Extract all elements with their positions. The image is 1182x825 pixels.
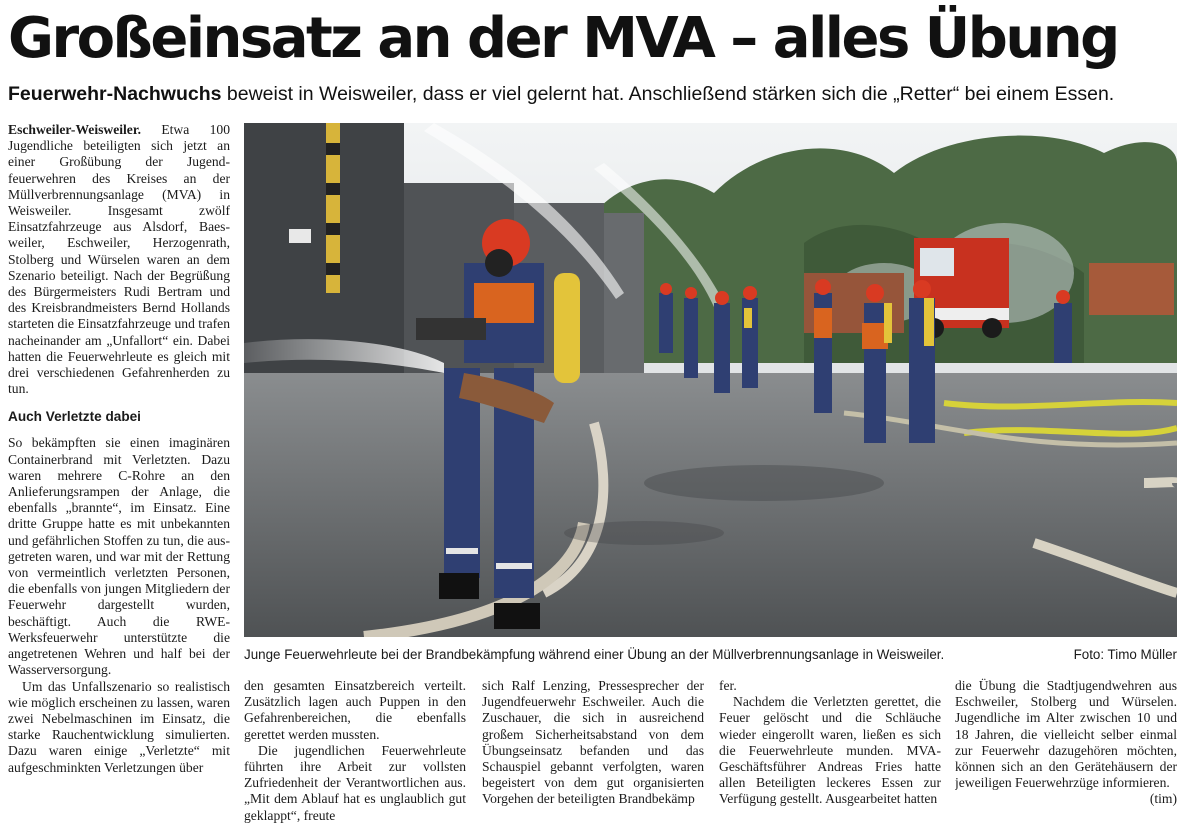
paragraph-7: fer.: [719, 678, 737, 693]
headline: Großeinsatz an der MVA – alles Übung: [8, 6, 1118, 71]
paragraph-2: So bekämpften sie einen imaginären Containerbrand mit Verletzten. Dazu waren mehrere C-Rohre an den Anlieferungsrampen der Anlage, die ebenfalls „brannte“, im Einsatz. Eine dritte Gruppe hatte es mit unbekannten und gefährlichen Stoffen zu tun, die ausgetreten waren, und war mit der Rettung von vermeintlich verletzten Personen, die ebenfalls von jungen Mitgliedern der Feuerwehr dargestellt wurden, beschäftigt. Auch die RWE-Werksfeuerwehr unterstützte die angetretenen Wehren und half bei der Wasserversorgung.: [8, 435, 230, 678]
paragraph-8: Nachdem die Verletzten gerettet, die Feuer gelöscht und die Schläuche wieder eingerollt waren, ließen es sich die Feuerwehrleute munden. MVA-Geschäftsführer Andreas Fries hatte allen Beteiligten leckeres Essen zur Verfügung gestellt. Ausgearbeitet hatten: [719, 694, 941, 807]
subheading: Auch Verletzte dabei: [8, 409, 141, 425]
paragraph-9: die Übung die Stadtjugendwehren aus Eschweiler, Stolberg und Würselen. Jugendliche im Alter zwischen 10 und 18 Jahren, die vielleicht selber einmal zur Feuerwehr dazugehören möchten, können sich an den Gerätehäusern der jeweiligen Feuerwehrzüge informieren.: [955, 678, 1177, 791]
firefighters-photo: [244, 123, 1177, 637]
dateline: Eschweiler-Weisweiler.: [8, 122, 142, 137]
text-column-2: [244, 678, 466, 823]
author-signature: (tim): [1149, 791, 1177, 807]
article-photo: [244, 123, 1177, 637]
text-column-3: [482, 678, 704, 823]
paragraph-6: sich Ralf Lenzing, Pressesprecher der Jugendfeuerwehr Eschweiler. Auch die Zuschauer, die sich in ausreichend großem Sicherheitsabstand von dem Übungseinsatz befanden und das Schauspiel gebannt verfolgten, waren begeistert von dem gut organisierten Vorgehen der beteiligten Brandbekämp: [482, 678, 704, 807]
subheadline: [8, 80, 1178, 108]
photo-caption: Junge Feuerwehrleute bei der Brandbekämpfung während einer Übung an der Müllverbrennungsanlage in Weisweiler.: [244, 647, 945, 662]
photo-credit: Foto: Timo Müller: [1073, 647, 1177, 662]
paragraph-3: Um das Unfallszenario so realistisch wie möglich erscheinen zu lassen, waren zwei Nebelmaschinen im Einsatz, die starke Rauchentwicklung simulierten. Dazu waren einige „Verletzte“ mit aufgeschminkten Verletzungen über: [8, 678, 230, 775]
photo-caption-row: [244, 645, 1177, 665]
text-column-5: [955, 678, 1177, 823]
text-column-1: [8, 122, 230, 822]
paragraph-4: den gesamten Einsatzbereich verteilt. Zusätzlich lagen auch Puppen in den Gefahrenbereichen, die ebenfalls gerettet werden mussten.: [244, 678, 466, 742]
text-column-4: [719, 678, 941, 823]
paragraph-1-text: Etwa 100 Jugendliche beteiligten sich jetzt an einer Großübung der Jugendfeuerwehren des Kreises an der Müllverbrennungsanlage (MVA) in Weisweiler. Insgesamt zwölf Einsatzfahrzeuge aus Alsdorf, Baesweiler, Eschweiler, Herzogenrath, Stolberg und Würselen waren an dem Szenario beteiligt. Nach der Begrüßung des Bürgermeisters Rudi Bertram und des Kreisbrandmeisters Bernd Hollands starteten die Einsatzfahrzeuge und trafen nacheinander am „Unfallort“ ein. Dabei hatten die Feuerwehrleute es gleich mit drei verschiedenen Gefahrenherden zu tun.: [8, 122, 230, 397]
paragraph-5: Die jugendlichen Feuerwehrleute führten ihre Arbeit zur vollsten Zufriedenheit der Verantwortlichen aus. „Mit dem Ablauf hat es unglaublich gut geklappt“, freute: [244, 742, 466, 823]
subhead-bold: Feuerwehr-Nachwuchs: [8, 83, 222, 105]
paragraph-intro: [8, 122, 230, 397]
subhead-text: beweist in Weisweiler, dass er viel gelernt hat. Anschließend stärken sich die „Retter“ bei einem Essen.: [221, 83, 1115, 105]
